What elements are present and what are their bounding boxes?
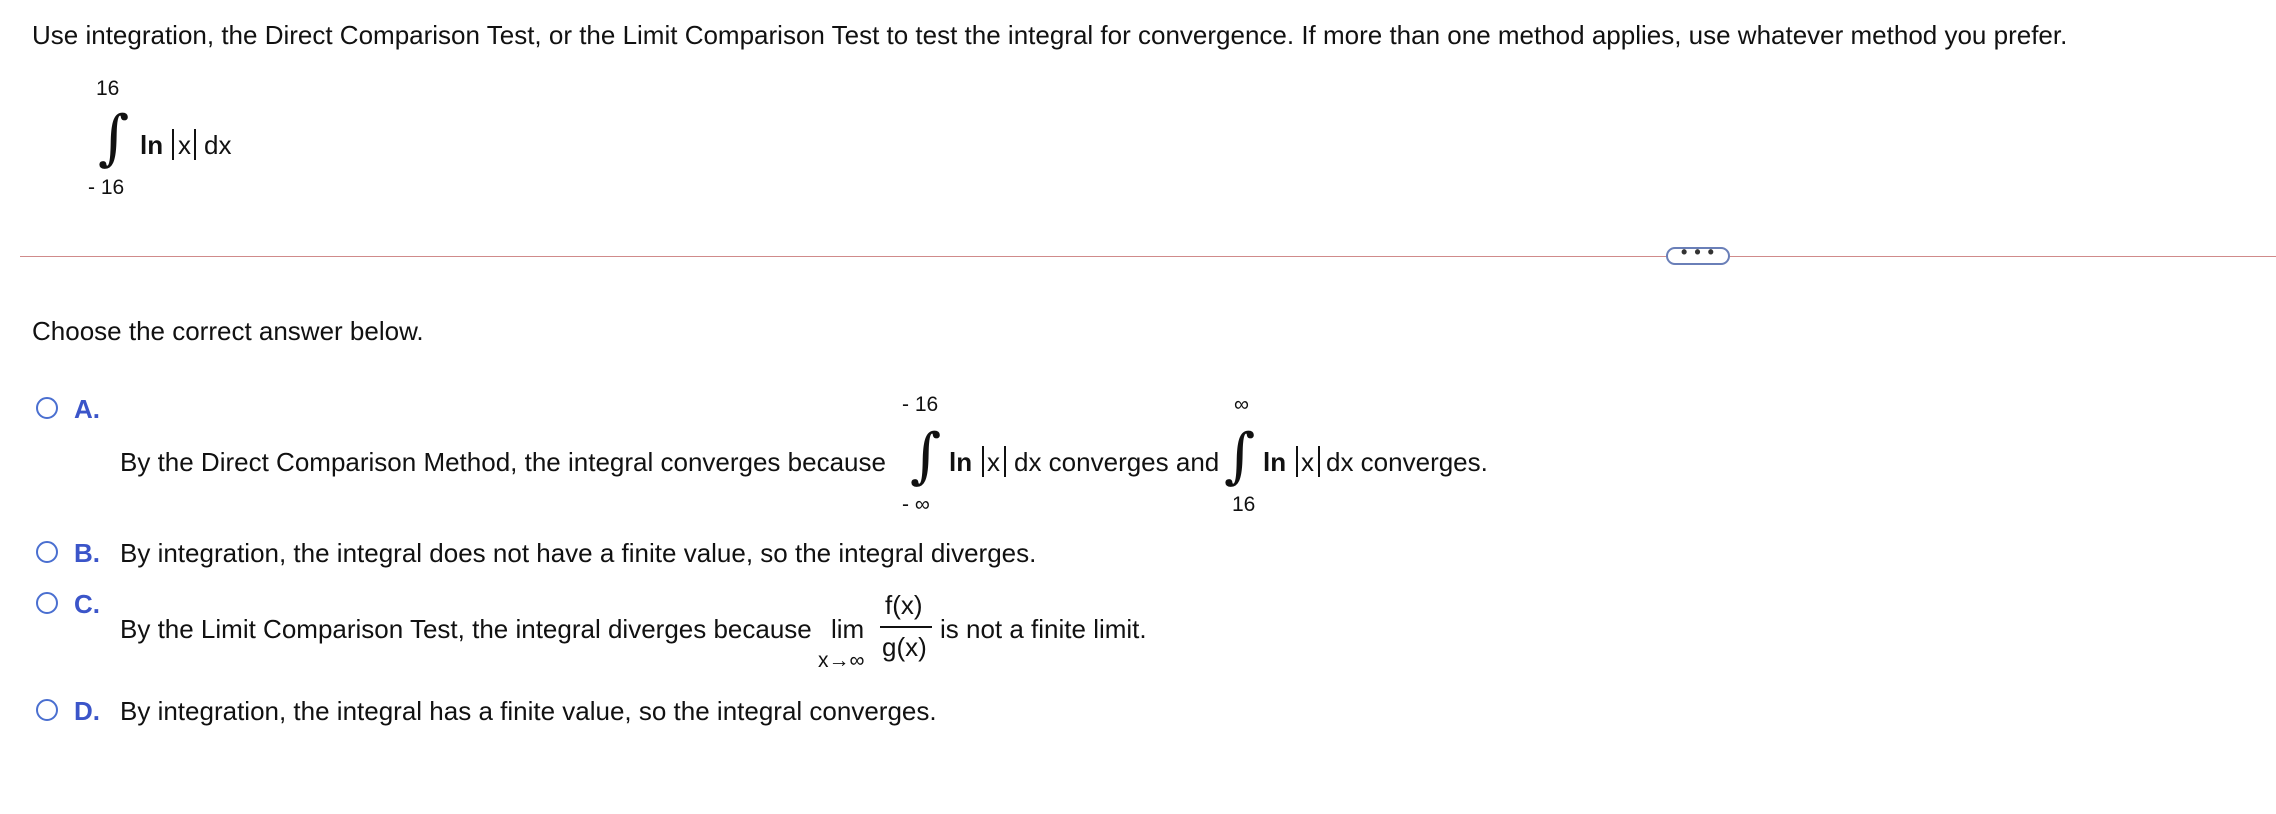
integral-upper-limit: 16 (96, 77, 120, 100)
option-a-int2-dx: dx converges. (1326, 447, 1488, 477)
answer-prompt: Choose the correct answer below. (32, 316, 424, 346)
option-d-radio[interactable] (36, 699, 58, 721)
abs-bar-left (982, 446, 984, 477)
option-a-int1-lower: - ∞ (902, 493, 930, 516)
integrand-ln: ln (1263, 447, 1287, 477)
option-c-text-after: is not a finite limit. (940, 614, 1147, 644)
option-c-radio[interactable] (36, 592, 58, 614)
integrand-x: x (1301, 447, 1314, 477)
integral-sign-icon: ∫ (98, 103, 130, 173)
more-options-button[interactable] (1666, 242, 1730, 265)
integral-sign-icon: ∫ (1224, 421, 1256, 491)
option-d-letter[interactable]: D. (74, 696, 100, 726)
question-instruction: Use integration, the Direct Comparison Test, or the Limit Comparison Test to test the integral for convergence. If more than one method applies, use whatever method you prefer. (32, 20, 2068, 50)
integrand-ln: ln (140, 130, 164, 160)
option-d-text: By integration, the integral has a finite value, so the integral converges. (120, 696, 937, 726)
option-a-letter[interactable]: A. (74, 394, 100, 424)
integral-sign-icon: ∫ (910, 421, 942, 491)
integrand-dx: dx (204, 130, 232, 160)
abs-bar-right (194, 129, 196, 160)
option-a-int2-lower: 16 (1232, 493, 1256, 516)
abs-bar-right (1318, 446, 1320, 477)
fraction-bar (880, 626, 932, 628)
integrand-ln: ln (949, 447, 973, 477)
option-b-radio[interactable] (36, 541, 58, 563)
abs-bar-right (1004, 446, 1006, 477)
option-c-text: By the Limit Comparison Test, the integral diverges because (120, 614, 812, 644)
option-c-lim-sub: x→∞ (818, 649, 865, 672)
integrand-x: x (987, 447, 1000, 477)
option-a-text: By the Direct Comparison Method, the integral converges because (120, 447, 886, 477)
more-dots-icon: • • • (1681, 242, 1715, 262)
option-a-int2-upper: ∞ (1234, 393, 1249, 416)
option-c-letter[interactable]: C. (74, 589, 100, 619)
option-a-int1-dx: dx converges and (1014, 447, 1220, 477)
option-a-int1-upper: - 16 (902, 393, 939, 416)
option-b-letter[interactable]: B. (74, 538, 100, 568)
integral-lower-limit: - 16 (88, 176, 125, 199)
option-c-numerator: f(x) (885, 590, 923, 620)
abs-bar-left (1296, 446, 1298, 477)
section-divider (20, 256, 2276, 257)
option-a-radio[interactable] (36, 397, 58, 419)
option-c-lim: lim (831, 614, 865, 644)
option-b-text: By integration, the integral does not have a finite value, so the integral diverges. (120, 538, 1037, 568)
integrand-x: x (178, 130, 191, 160)
option-c-denominator: g(x) (882, 632, 927, 662)
abs-bar-left (172, 129, 174, 160)
